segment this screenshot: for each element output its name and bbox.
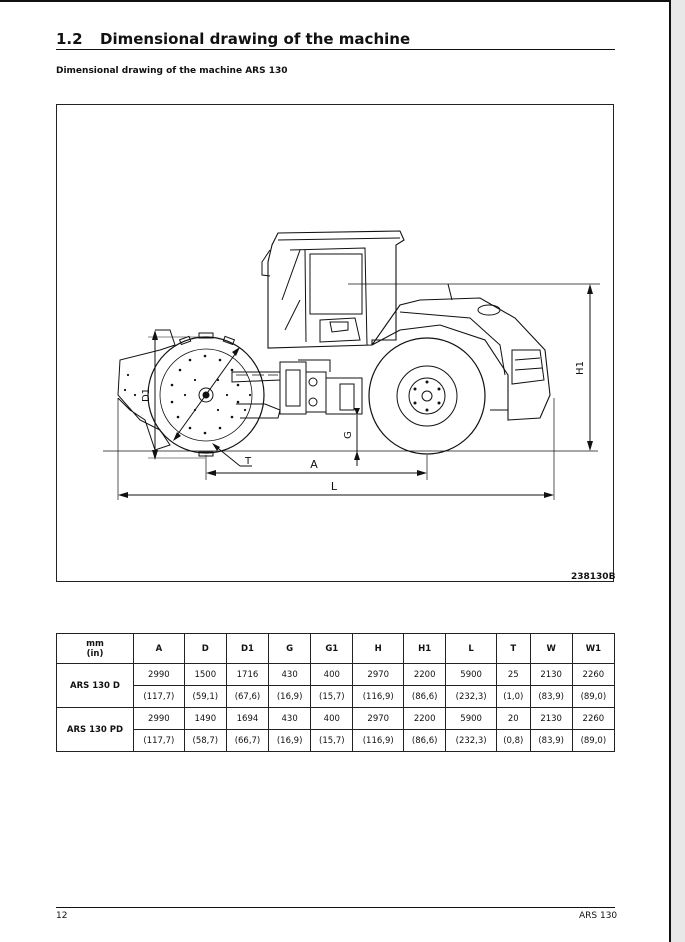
table-cell: 1500 [184,664,226,686]
unit-mm: mm [86,638,104,649]
table-row [57,686,615,708]
g-label: G [343,431,354,439]
model-cell: ARS 130 D [57,664,134,708]
table-cell: (16,9) [269,730,311,752]
section-title: Dimensional drawing of the machine [100,30,411,48]
column-header: A [134,634,185,664]
column-header: G1 [311,634,353,664]
dimension-h1 [348,284,600,451]
table-cell: (86,6) [404,730,446,752]
table-cell: 2260 [572,708,614,730]
table-cell: (89,0) [572,686,614,708]
column-header: H [353,634,404,664]
table-cell: 20 [496,708,530,730]
table-cell: 1694 [226,708,268,730]
unit-header [57,634,134,664]
table-cell: 2200 [404,708,446,730]
table-cell: (116,9) [353,730,404,752]
footer-rule [56,907,615,908]
articulation-frame [280,360,362,414]
table-cell: 2130 [530,708,572,730]
table-cell: (67,6) [226,686,268,708]
table-cell: (83,9) [530,730,572,752]
table-cell: (89,0) [572,730,614,752]
l-label: L [330,480,338,493]
h1-label: H1 [575,361,586,375]
table-cell: (116,9) [353,686,404,708]
figure-code: 238130B [571,572,616,582]
column-header: H1 [404,634,446,664]
table-cell: 430 [269,708,311,730]
dimension-d1 [141,330,205,460]
table-cell: 400 [311,708,353,730]
engine-hood [372,284,550,420]
column-header: D [184,634,226,664]
table-header-row [57,634,615,664]
table-cell: 2200 [404,664,446,686]
machine-dimension-drawing [57,105,616,582]
table-cell: (0,8) [496,730,530,752]
table-cell: 2970 [353,708,404,730]
table-cell: (15,7) [311,686,353,708]
page-number: 12 [56,911,68,921]
footer-model: ARS 130 [579,911,618,921]
dimensions-table [56,633,615,752]
d1-label: D1 [141,387,152,403]
table-cell: (232,3) [446,686,497,708]
column-header: G [269,634,311,664]
table-cell: 25 [496,664,530,686]
table-cell: (86,6) [404,686,446,708]
table-cell: (58,7) [184,730,226,752]
unit-in: (in) [86,648,104,659]
column-header: L [446,634,497,664]
dimension-d [173,347,240,441]
heading-rule [56,49,615,50]
t-label: T [245,456,252,467]
page-shadow [671,0,685,942]
column-header: W [530,634,572,664]
table-cell: 2260 [572,664,614,686]
page-edge [0,0,671,2]
table-cell: 2130 [530,664,572,686]
dimension-g [343,408,360,466]
table-cell: (66,7) [226,730,268,752]
rear-wheel [369,338,485,454]
table-cell: 2990 [134,708,185,730]
table-cell: (1,0) [496,686,530,708]
table-cell: 2970 [353,664,404,686]
section-heading [56,30,616,48]
table-row [57,730,615,752]
table-cell: 5900 [446,708,497,730]
table-cell: (117,7) [134,686,185,708]
table-cell: (15,7) [311,730,353,752]
a-label: A [310,458,318,471]
table-cell: (59,1) [184,686,226,708]
column-header: T [496,634,530,664]
table-row [57,708,615,730]
table-cell: 400 [311,664,353,686]
table-cell: (117,7) [134,730,185,752]
table-cell: 2990 [134,664,185,686]
column-header: D1 [226,634,268,664]
table-cell: (232,3) [446,730,497,752]
model-cell: ARS 130 PD [57,708,134,752]
column-header: W1 [572,634,614,664]
figure-subtitle: Dimensional drawing of the machine ARS 130 [56,66,288,76]
table-cell: (83,9) [530,686,572,708]
table-cell: 1490 [184,708,226,730]
table-row [57,664,615,686]
table-cell: 430 [269,664,311,686]
section-number: 1.2 [56,30,83,48]
table-cell: (16,9) [269,686,311,708]
table-cell: 1716 [226,664,268,686]
dimension-a [206,455,427,480]
table-cell: 5900 [446,664,497,686]
